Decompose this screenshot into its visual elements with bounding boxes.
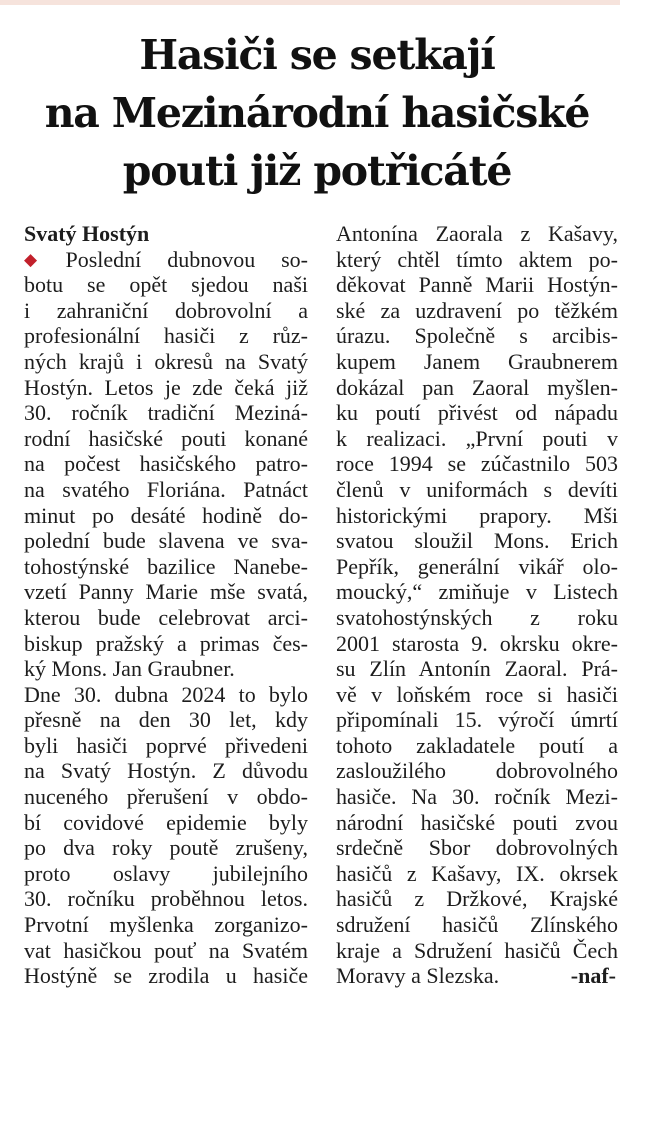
article-text-line: tohoto zakladatele poutí a	[336, 732, 618, 758]
top-color-bar	[0, 0, 620, 5]
article-text-line-content: Poslední dubnovou so-	[65, 246, 308, 272]
article-text-line: Pepřík, generální vikář olo-	[336, 553, 618, 579]
article-text-line: sdružení hasičů Zlínského	[336, 912, 618, 938]
article-text-line: moucký,“ zmiňuje v Listech	[336, 579, 618, 605]
article-text-line: profesionální hasiči z růz-	[24, 323, 308, 349]
article-text-line: členů v uniformách s devíti	[336, 476, 618, 502]
article-text-line: po dva roky poutě zrušeny,	[24, 835, 308, 861]
author-signature: -naf-	[570, 963, 616, 989]
article-headline	[14, 26, 620, 200]
article-text-line	[336, 963, 618, 989]
article-text-line: roce 1994 se zúčastnilo 503	[336, 451, 618, 477]
article-text-line: Hostýn. Letos je zde čeká již	[24, 374, 308, 400]
article-text-line: vat hasičkou pouť na Svatém	[24, 937, 308, 963]
article-text-line: děkovat Panně Marii Hostýn-	[336, 272, 618, 298]
article-text-line: Prvotní myšlenka zorganizo-	[24, 912, 308, 938]
article-text-line: 30. ročníku proběhnou letos.	[24, 886, 308, 912]
article-text-line: ku poutí přivést od nápadu	[336, 400, 618, 426]
article-text-line: 30. ročník tradiční Meziná-	[24, 400, 308, 426]
article-text-line: svatohostýnských z roku	[336, 604, 618, 630]
article-text-line: botu se opět sjedou naši	[24, 272, 308, 298]
article-text-line: byli hasiči poprvé přivedeni	[24, 732, 308, 758]
article-text-line: svatou sloužil Mons. Erich	[336, 528, 618, 554]
article-text-line: Hostýně se zrodila u hasiče	[24, 963, 308, 989]
article-text-line-content: Moravy a Slezska.	[336, 963, 500, 989]
dateline: Svatý Hostýn	[24, 221, 150, 246]
article-text-line: přesně na den 30 let, kdy	[24, 707, 308, 733]
article-text-line: připomínali 15. výročí úmrtí	[336, 707, 618, 733]
article-text-line: hasičů z Kašavy, IX. okrsek	[336, 860, 618, 886]
article-text-line: ných krajů i okresů na Svatý	[24, 348, 308, 374]
article-column-left	[24, 221, 308, 989]
headline-line: Hasiči se setkají	[139, 31, 495, 79]
article-text-line: kraje a Sdružení hasičů Čech	[336, 937, 618, 963]
article-text-line: polední bude slavena ve sva-	[24, 528, 308, 554]
article-text-line: 2001 starosta 9. okrsku okre-	[336, 630, 618, 656]
article-text-line: kupem Janem Graubnerem	[336, 348, 618, 374]
article-text-line: su Zlín Antonín Zaoral. Prá-	[336, 656, 618, 682]
article-text-line: minut po desáté hodině do-	[24, 502, 308, 528]
article-text-line: na svatého Floriána. Patnáct	[24, 476, 308, 502]
article-text-line: vzetí Panny Marie mše svatá,	[24, 579, 308, 605]
article-text-line: Dne 30. dubna 2024 to bylo	[24, 681, 308, 707]
article-text-line: dokázal pan Zaoral myšlen-	[336, 374, 618, 400]
article-text-line: nuceného přerušení v obdo-	[24, 784, 308, 810]
article-text-line: srdečně Sbor dobrovolných	[336, 835, 618, 861]
headline-line: na Mezinárodní hasičské	[44, 89, 590, 137]
article-text-line: národní hasičské pouti zvou	[336, 809, 618, 835]
article-text-line: rodní hasičské pouti konané	[24, 425, 308, 451]
article-text-line: ské za uzdravení po těžkém	[336, 297, 618, 323]
article-text-line: na počest hasičského patro-	[24, 451, 308, 477]
article-text-line: Antonína Zaorala z Kašavy,	[336, 221, 618, 246]
article-column-right	[336, 221, 618, 989]
bullet-diamond-icon: ◆	[24, 249, 58, 269]
article-text-line: i zahraniční dobrovolní a	[24, 297, 308, 323]
article-text-line: biskup pražský a primas čes-	[24, 630, 308, 656]
headline-line: pouti již potřicáté	[122, 147, 512, 195]
article-text-line: hasiče. Na 30. ročník Mezi-	[336, 784, 618, 810]
article-text-line: kterou bude celebrovat arci-	[24, 604, 308, 630]
article-text-line: zasloužilého dobrovolného	[336, 758, 618, 784]
article-text-line: ký Mons. Jan Graubner.	[24, 656, 235, 682]
article-text-line: k realizaci. „První pouti v	[336, 425, 618, 451]
article-text-line: vě v loňském roce si hasiči	[336, 681, 618, 707]
article-text-line: tohostýnské bazilice Nanebe-	[24, 553, 308, 579]
article-text-line: historickými prapory. Mši	[336, 502, 618, 528]
article-text-line	[24, 247, 308, 273]
article-text-line: bí covidové epidemie byly	[24, 809, 308, 835]
article-text-line: na Svatý Hostýn. Z důvodu	[24, 758, 308, 784]
article-text-line: který chtěl tímto aktem po-	[336, 246, 618, 272]
article-text-line: hasičů z Držkové, Krajské	[336, 886, 618, 912]
article-text-line: úrazu. Společně s arcibis-	[336, 323, 618, 349]
article-text-line: proto oslavy jubilejního	[24, 860, 308, 886]
